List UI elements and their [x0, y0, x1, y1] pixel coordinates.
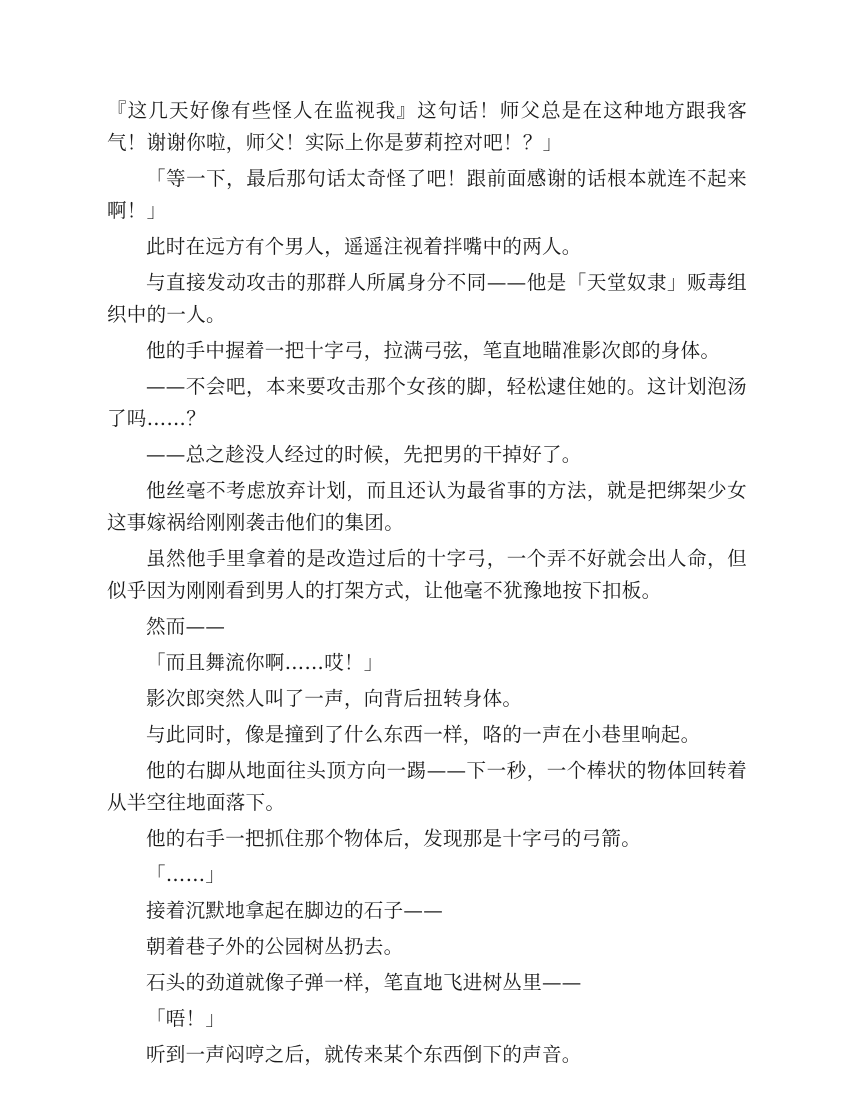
- paragraph: 「而且舞流你啊……哎！」: [146, 651, 384, 674]
- body-text: [107, 95, 747, 1075]
- paragraph: ——不会吧，本来要攻击那个女孩的脚，轻松逮住她的。这计划泡汤了吗……？: [107, 375, 747, 430]
- paragraph: 「唔！」: [146, 1007, 226, 1030]
- paragraph: 他的手中握着一把十字弓，拉满弓弦，笔直地瞄准影次郎的身体。: [146, 339, 721, 362]
- paragraph: 然而——: [146, 615, 226, 638]
- paragraph: 与直接发动攻击的那群人所属身分不同——他是「天堂奴隶」贩毒组织中的一人。: [107, 271, 747, 326]
- paragraph: 石头的劲道就像子弹一样，笔直地飞进树丛里——: [146, 971, 582, 994]
- paragraph: ——总之趁没人经过的时候，先把男的干掉好了。: [146, 443, 582, 466]
- paragraph: 「……」: [146, 863, 226, 886]
- paragraph: 虽然他手里拿着的是改造过后的十字弓，一个弄不好就会出人命，但似乎因为刚刚看到男人的打架方式，让他毫不犹豫地按下扣板。: [107, 547, 747, 602]
- paragraph: 朝着巷子外的公园树丛扔去。: [146, 935, 404, 958]
- paragraph: 『这几天好像有些怪人在监视我』这句话！师父总是在这种地方跟我客气！谢谢你啦，师父！实际上你是萝莉控对吧！？」: [107, 99, 747, 154]
- paragraph: 他的右手一把抓住那个物体后，发现那是十字弓的弓箭。: [146, 827, 642, 850]
- paragraph: 他丝毫不考虑放弃计划，而且还认为最省事的方法，就是把绑架少女这事嫁祸给刚刚袭击他们的集团。: [107, 479, 747, 534]
- paragraph: 「等一下，最后那句话太奇怪了吧！跟前面感谢的话根本就连不起来啊！」: [107, 167, 747, 222]
- paragraph: 与此同时，像是撞到了什么东西一样，咯的一声在小巷里响起。: [146, 723, 701, 746]
- paragraph: 他的右脚从地面往头顶方向一踢——下一秒，一个棒状的物体回转着从半空往地面落下。: [107, 759, 747, 814]
- paragraph: 此时在远方有个男人，遥遥注视着拌嘴中的两人。: [146, 235, 582, 258]
- paragraph: 听到一声闷哼之后，就传来某个东西倒下的声音。: [146, 1043, 582, 1066]
- paragraph: 影次郎突然人叫了一声，向背后扭转身体。: [146, 687, 523, 710]
- paragraph: 接着沉默地拿起在脚边的石子——: [146, 899, 443, 922]
